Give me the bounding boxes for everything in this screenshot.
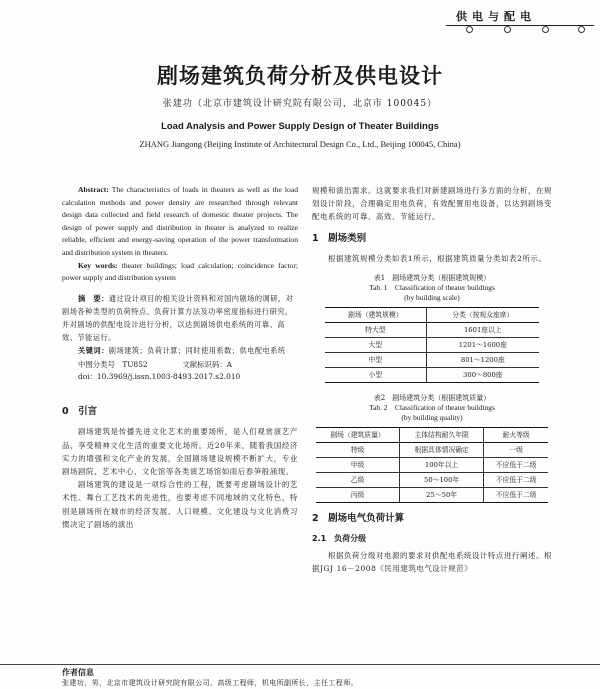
table-cell: 中型 [325, 353, 426, 368]
table-1-caption-en-2: (by building scale) [404, 293, 460, 303]
dot-icon [542, 26, 549, 33]
table-cell: 特级 [316, 443, 400, 458]
abstract-en [62, 184, 298, 260]
table-row [325, 353, 539, 368]
table-cell: 乙级 [316, 473, 400, 488]
table-header-cell: 主体结构耐久年限 [400, 428, 484, 443]
table-header-cell: 剧场（建筑规模） [325, 308, 426, 323]
abstract-en-text: The characteristics of loads in theaters as well as the load calculation methods and power density are researched through relevant design data collected and field research of domestic theater projects. The design of power supply and distribution in theater is analyzed to realize reliable, efficient and energy-saving operation of the power transformation and distribution system in theaters. [62, 185, 298, 257]
table-cell: 特大型 [325, 323, 426, 338]
section-0-para-2: 剧场建筑的建设是一项综合性的工程，既要考虑剧场设计的艺术性、舞台工艺技术的先进性，也要考虑不同地域的文化特色，特别是剧场所在城市的经济发展、人口规模、文化建设与文化消费习惯决定了剧场的演出 [62, 480, 298, 529]
abstract-cn [62, 292, 298, 344]
table-header-cell: 分类（按观众座席） [426, 308, 539, 323]
table-2-caption-cn: 表2 剧场建筑分类（根据建筑质量） [373, 394, 491, 403]
table-cell: 一级 [484, 443, 548, 458]
table-row [316, 443, 548, 458]
author-info-text: 张建功，男，北京市建筑设计研究院有限公司，高级工程师，机电所副所长，主任工程师。 [62, 679, 358, 687]
keywords-en-text: theater buildings; load calculation; coincidence factor; power supply and distribution system [62, 260, 298, 283]
table-cell: 小型 [325, 368, 426, 383]
table-cell: 不应低于二级 [484, 488, 548, 503]
table-cell: 不应低于二级 [484, 458, 548, 473]
keywords-en [62, 260, 298, 285]
classification-meta [62, 359, 298, 372]
dot-icon [578, 26, 585, 33]
table-cell: 大型 [325, 338, 426, 353]
author-info-heading: 作者信息 [62, 668, 94, 677]
table-header-cell: 耐火等级 [484, 428, 548, 443]
section-1-heading: 1 剧场类别 [312, 232, 367, 244]
table-cell: 1201～1600座 [426, 338, 539, 353]
section-0-para-1: 剧场建筑是传播先进文化艺术的重要场所，是人们观赏演艺产品、享受精神文化生活的重要文化场所。近20年来，随着我国经济实力的增强和文化产业的发展，全国剧场建设规模不断扩大，专业剧场剧院、艺术中心、文化馆等各类演艺场馆如雨后春笋般涌现。 [62, 427, 298, 476]
keywords-en-label: Key words: [78, 260, 118, 270]
section-2-1-heading: 2.1 负荷分级 [312, 534, 367, 543]
author-en: ZHANG Jiangong (Beijing Institute of Architectural Design Co., Ltd., Beijing 100045, China) [139, 139, 461, 149]
table-header-cell: 剧场（建筑质量） [316, 428, 400, 443]
right-column [312, 184, 552, 575]
table-2-caption-en-2: (by building quality) [401, 413, 463, 423]
section-tag [446, 6, 594, 26]
table-header-row [325, 308, 539, 323]
table-2 [316, 427, 548, 503]
dot-icon [504, 26, 511, 33]
table-cell: 50～100年 [400, 473, 484, 488]
clc-number: 中图分类号 TU852 [78, 359, 148, 369]
doi: doi：10.3969/j.issn.1003-8493.2017.s2.010 [78, 372, 241, 382]
table-cell: 100年以上 [400, 458, 484, 473]
table-row [316, 458, 548, 473]
table-2-caption-en: Tab. 2 Classification of theater buildings [369, 403, 495, 413]
table-1 [325, 307, 539, 383]
dot-icon [466, 26, 473, 33]
table-row [316, 488, 548, 503]
table-row [325, 323, 539, 338]
table-header-row [316, 428, 548, 443]
table-row [316, 473, 548, 488]
section-1-para: 根据建筑规模分类如表1所示，根据建筑质量分类如表2所示。 [328, 254, 547, 264]
section-2-heading: 2 剧场电气负荷计算 [312, 513, 405, 525]
table-1-caption-en: Tab. 1 Classification of theater buildings [369, 283, 495, 293]
section-0-heading: 0 引言 [62, 405, 98, 417]
paper-title-en: Load Analysis and Power Supply Design of Theater Buildings [161, 121, 439, 132]
abstract-cn-label: 摘 要： [78, 293, 109, 303]
table-1-caption [312, 273, 552, 303]
table-cell: 25～50年 [400, 488, 484, 503]
table-cell: 801～1200座 [426, 353, 539, 368]
keywords-cn [62, 344, 298, 357]
right-intro-para: 规模和演出需求。这就要求我们对新建剧场进行多方面的分析，在规划设计阶段，合理确定用电负荷，有效配置用电设备，以达到剧场变配电系统的可靠、高效、节能运行。 [312, 186, 552, 222]
abstract-cn-text: 通过设计项目的相关设计资料和对国内剧场的调研，对剧场各种类型的负荷特点、负荷计算方法及功率密度指标进行研究，并对剧场的供配电设计进行分析，以达到剧场供电系统的可靠、高效、节能运行。 [62, 293, 294, 342]
table-2-caption [312, 393, 552, 423]
keywords-cn-text: 剧场建筑；负荷计算；同时使用系数；供电配电系统 [108, 345, 286, 355]
paper-title: 剧场建筑负荷分析及供电设计 [157, 64, 443, 88]
table-cell: 根据具体情况确定 [400, 443, 484, 458]
keywords-cn-label: 关键词： [78, 345, 109, 355]
doc-code: 文献标识码：A [182, 359, 233, 369]
table-cell: 不应低于二级 [484, 473, 548, 488]
table-1-caption-cn: 表1 剧场建筑分类（根据建筑规模） [373, 274, 491, 283]
table-cell: 1601座以上 [426, 323, 539, 338]
section-tag-label: 供电与配电 [456, 10, 536, 23]
table-row [325, 368, 539, 383]
left-column [62, 184, 298, 531]
table-cell: 甲级 [316, 458, 400, 473]
table-cell: 丙级 [316, 488, 400, 503]
abstract-en-label: Abstract: [78, 185, 109, 194]
table-cell: 300～800座 [426, 368, 539, 383]
section-2-1-para: 根据负荷分级对电源的要求对供配电系统设计特点进行阐述。根据JGJ 16－2008《民用建筑电气设计规范》 [312, 550, 552, 573]
footer-divider [0, 664, 600, 665]
author-cn: 张建功（北京市建筑设计研究院有限公司，北京市 100045） [162, 99, 438, 109]
table-row [325, 338, 539, 353]
